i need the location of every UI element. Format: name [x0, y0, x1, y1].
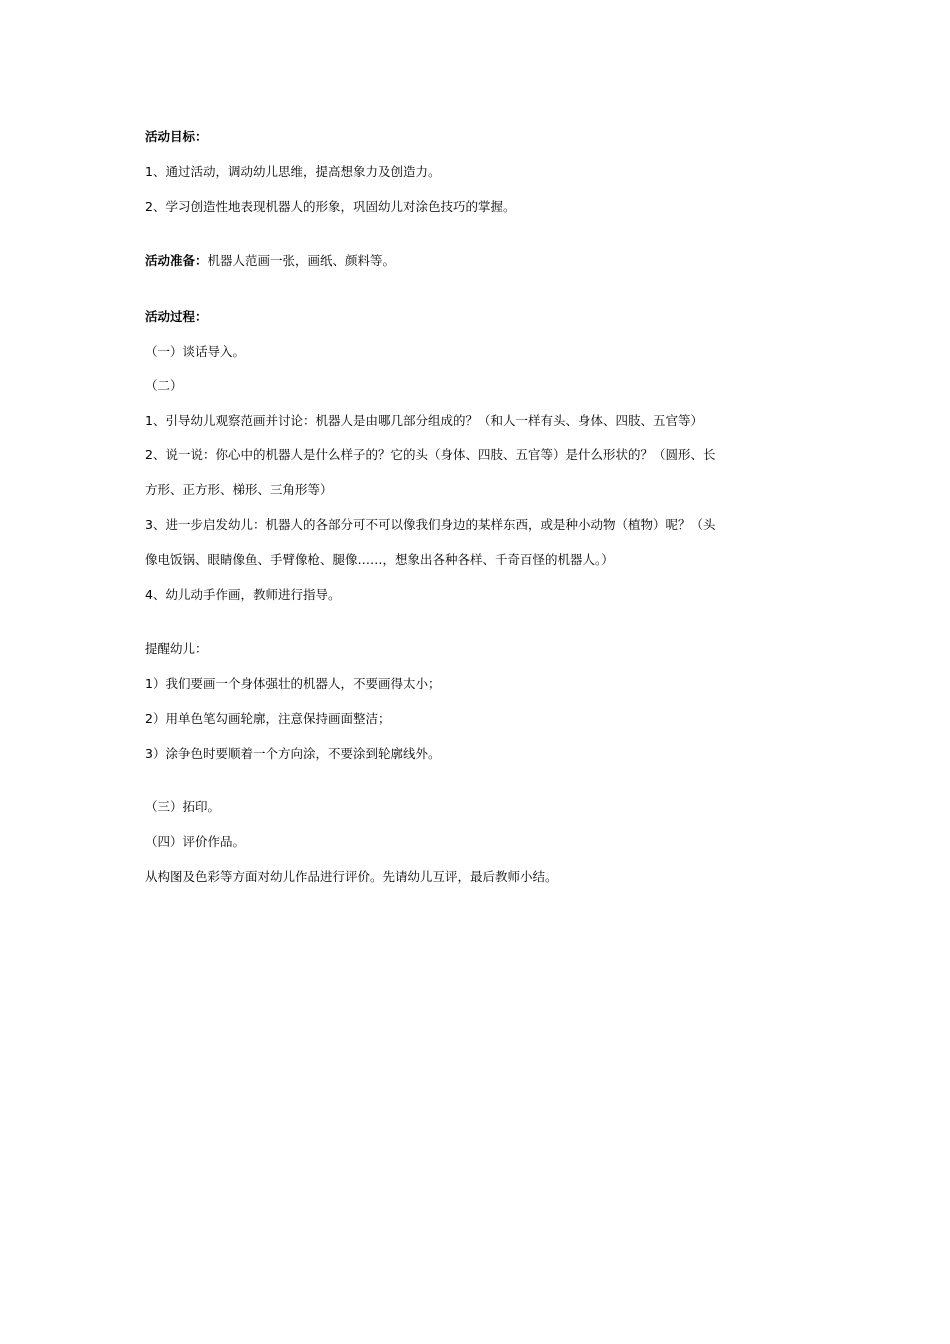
process-point: 3、进一步启发幼儿：机器人的各部分可不可以像我们身边的某样东西，或是种小动物（植物）呢？（头 — [145, 517, 716, 532]
process-point: 2、说一说：你心中的机器人是什么样子的？它的头（身体、四肢、五官等）是什么形状的？（圆形、长 — [145, 447, 716, 462]
preparation-line — [145, 252, 815, 270]
process-point: 4、幼儿动手作画，教师进行指导。 — [145, 587, 341, 602]
process-heading: 活动过程： — [145, 309, 208, 324]
objective-item: 2、学习创造性地表现机器人的形象，巩固幼儿对涂色技巧的掌握。 — [145, 199, 516, 214]
process-point: 像电饭锅、眼睛像鱼、手臂像枪、腿像……，想象出各种各样、千奇百怪的机器人。） — [145, 552, 614, 567]
reminder-item: 3）涂争色时要顺着一个方向涂，不要涂到轮廓线外。 — [145, 746, 441, 761]
summary-text: 从构图及色彩等方面对幼儿作品进行评价。先请幼儿互评，最后教师小结。 — [145, 869, 558, 884]
process-step: （二） — [145, 378, 183, 393]
process-step: （四）评价作品。 — [145, 834, 246, 849]
process-step: （三）拓印。 — [145, 799, 221, 814]
reminder-item: 2）用单色笔勾画轮廓，注意保持画面整洁； — [145, 711, 391, 726]
reminder-item: 1）我们要画一个身体强壮的机器人，不要画得太小； — [145, 676, 441, 691]
objectives-heading: 活动目标： — [145, 129, 208, 144]
process-point: 1、引导幼儿观察范画并讨论：机器人是由哪几部分组成的？（和人一样有头、身体、四肢、五官等） — [145, 413, 703, 428]
objective-item: 1、通过活动，调动幼儿思维，提高想象力及创造力。 — [145, 164, 441, 179]
preparation-label: 活动准备： — [145, 253, 208, 268]
process-point: 方形、正方形、梯形、三角形等） — [145, 482, 333, 497]
reminder-heading: 提醒幼儿： — [145, 641, 208, 656]
process-step: （一）谈话导入。 — [145, 344, 246, 359]
preparation-text: 机器人范画一张，画纸、颜料等。 — [207, 253, 396, 268]
